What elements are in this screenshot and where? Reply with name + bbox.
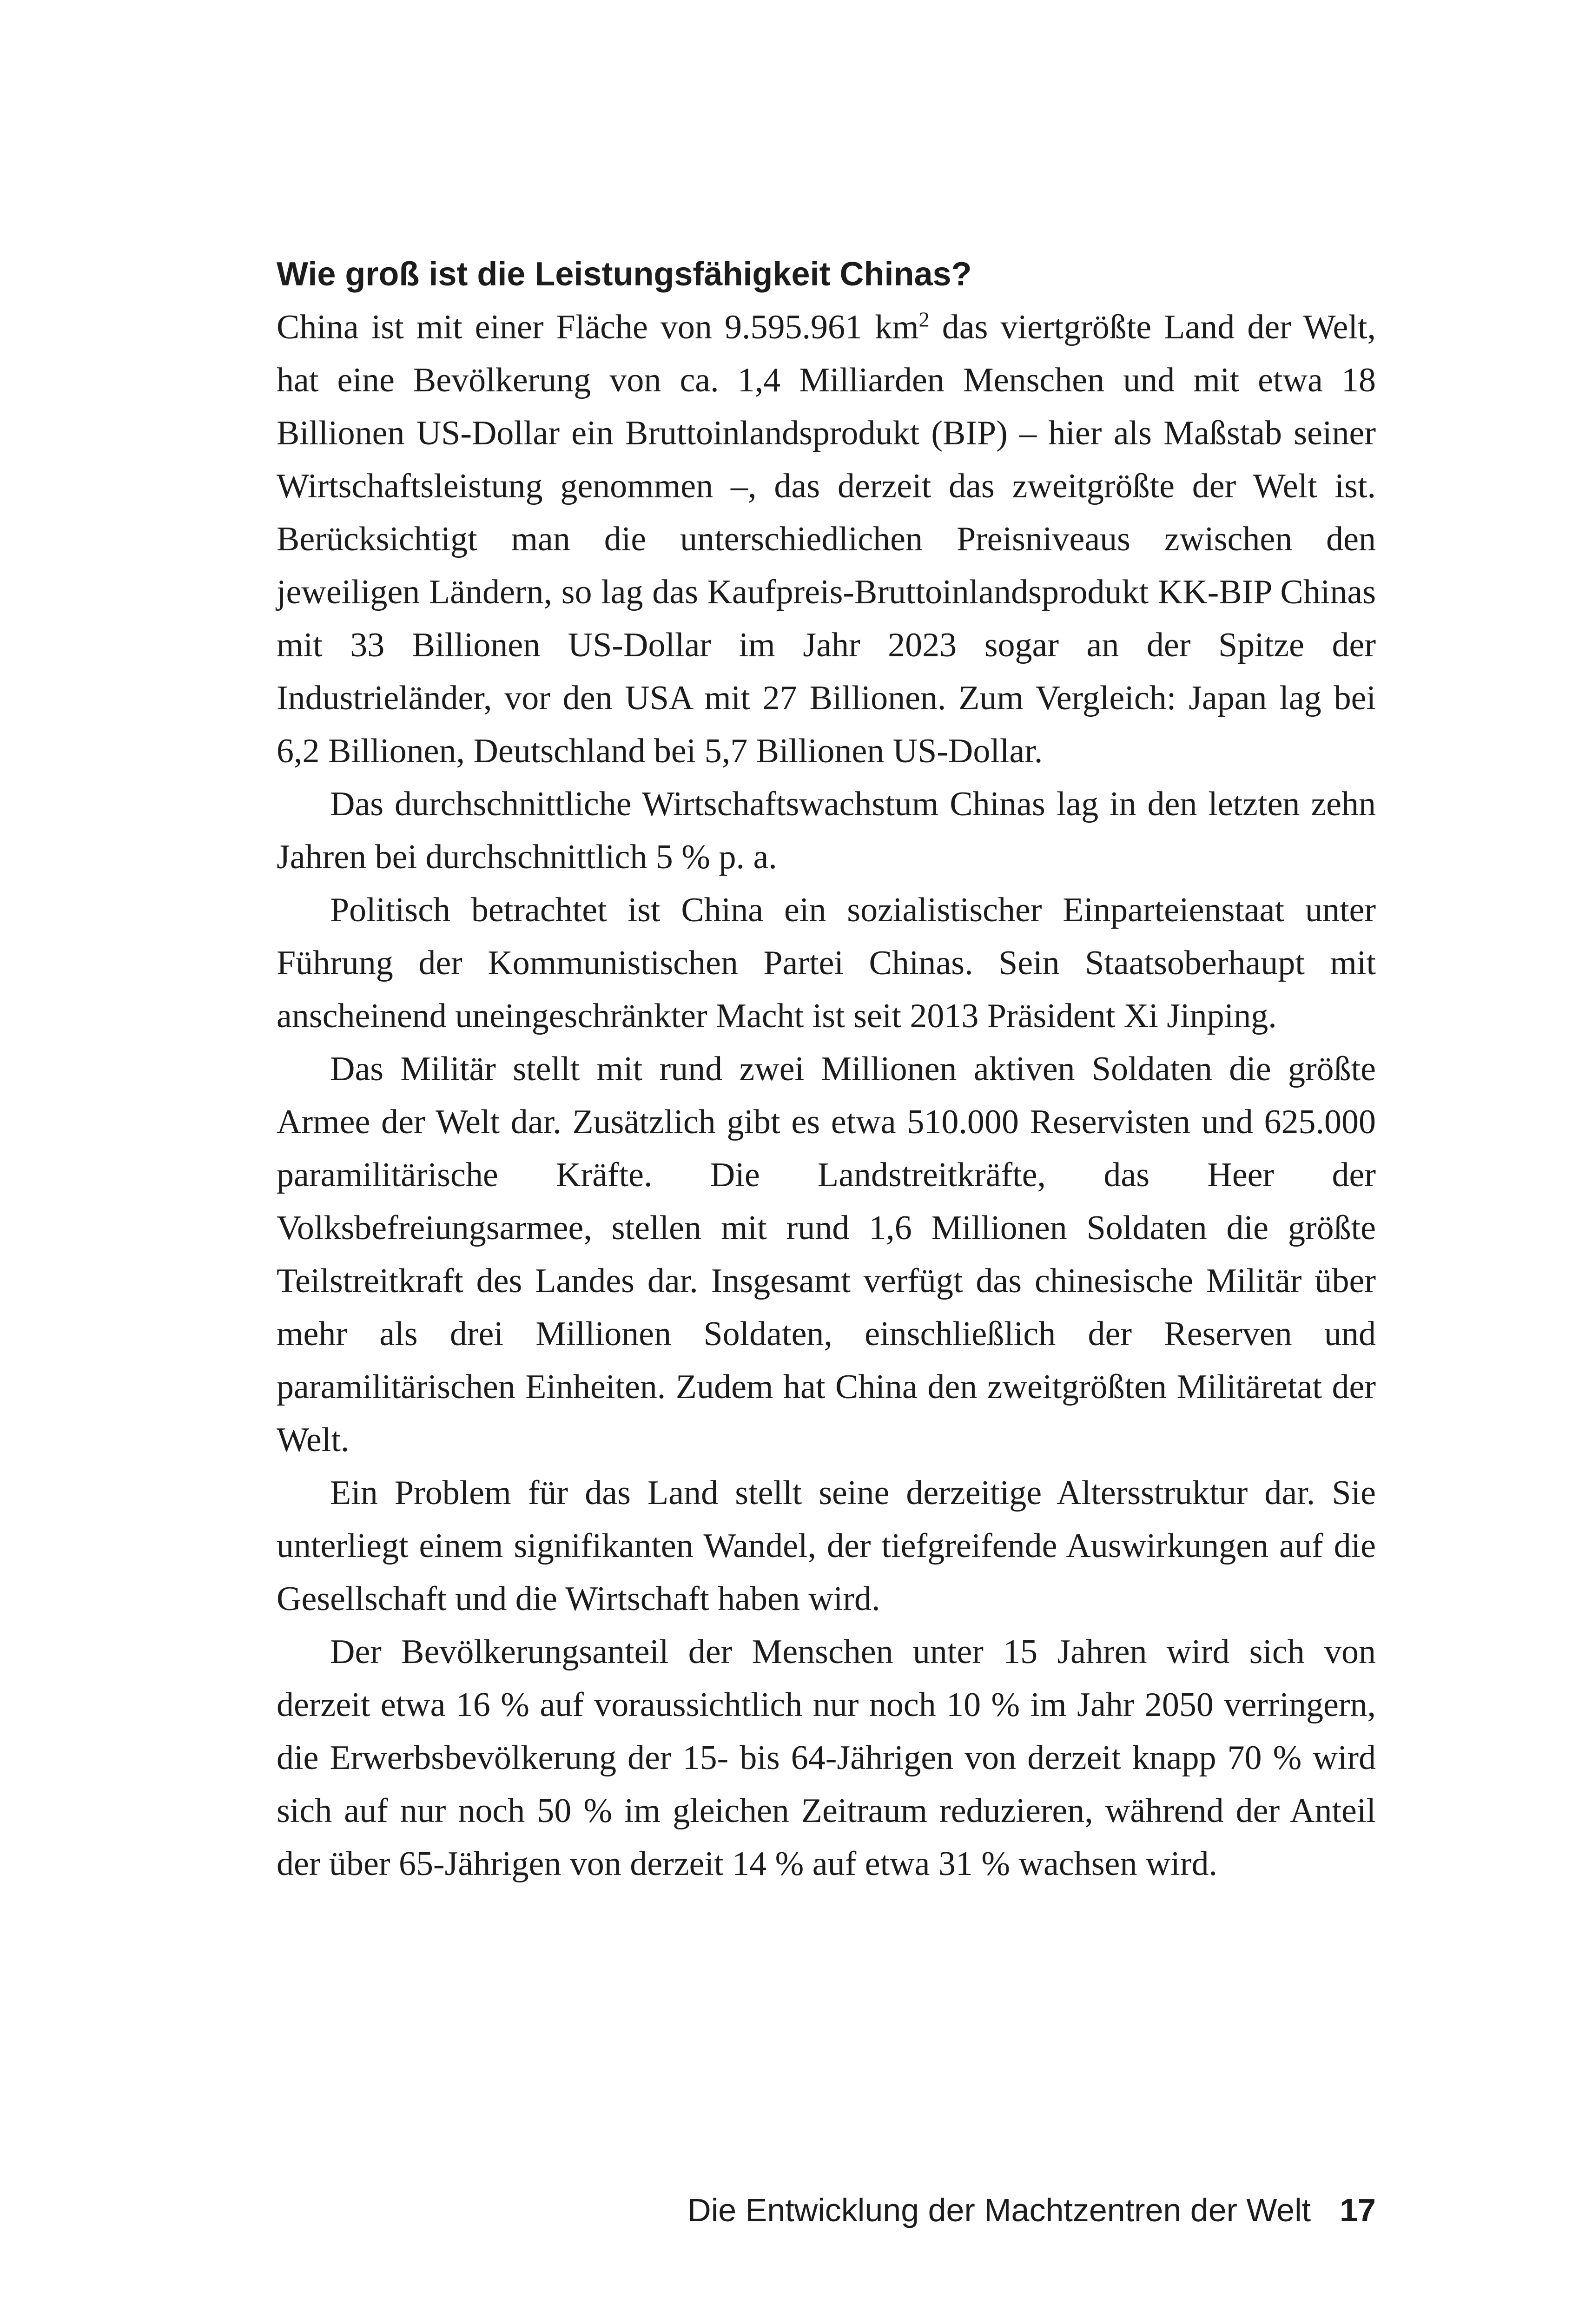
paragraph-2: Das durchschnittliche Wirtschaftswachstum Chinas lag in den letzten zehn Jahren bei durchschnittlich 5 % p. a.	[277, 785, 1376, 876]
paragraph-1-text-end: das viertgrößte Land der Welt, hat eine Bevölkerung von ca. 1,4 Milliarden Menschen und mit etwa 18 Billionen US-Dollar ein Bruttoinlandsprodukt (BIP) – hier als Maßstab seiner Wirtschaftsleistung genommen –, das derzeit das zweitgrößte der Welt ist. Berücksichtigt man die unterschiedlichen Preisniveaus zwischen den jeweiligen Ländern, so lag das Kaufpreis-Bruttoinlandsprodukt KK-BIP Chinas mit 33 Billionen US-Dollar im Jahr 2023 sogar an der Spitze der Industrieländer, vor den USA mit 27 Billionen. Zum Vergleich: Japan lag bei 6,2 Billionen, Deutschland bei 5,7 Billionen US-Dollar.	[277, 308, 1376, 770]
paragraph-5: Ein Problem für das Land stellt seine derzeitige Altersstruktur dar. Sie unterliegt einem signifikanten Wandel, der tiefgreifende Auswirkungen auf die Gesellschaft und die Wirtschaft haben wird.	[277, 1474, 1376, 1618]
page-number: 17	[1340, 2192, 1376, 2228]
paragraph-1	[277, 301, 1376, 778]
body-text	[277, 248, 1376, 1890]
paragraph-1-text-start: China ist mit einer Fläche von 9.595.961 km	[277, 308, 919, 346]
paragraph-3: Politisch betrachtet ist China ein sozialistischer Einparteienstaat unter Führung der Kommunistischen Partei Chinas. Sein Staatsoberhaupt mit anscheinend uneingeschränkter Macht ist seit 2013 Präsident Xi Jinping.	[277, 891, 1376, 1035]
paragraph-4: Das Militär stellt mit rund zwei Millionen aktiven Soldaten die größte Armee der Welt dar. Zusätzlich gibt es etwa 510.000 Reservisten und 625.000 paramilitärische Kräfte. Die Landstreitkräfte, das Heer der Volksbefreiungsarmee, stellen mit rund 1,6 Millionen Soldaten die größte Teilstreitkraft des Landes dar. Insgesamt verfügt das chinesische Militär über mehr als drei Millionen Soldaten, einschließlich der Reserven und paramilitärischen Einheiten. Zudem hat China den zweitgrößten Militäretat der Welt.	[277, 1050, 1376, 1459]
superscript-2: 2	[918, 307, 930, 331]
page-footer	[558, 2189, 1376, 2231]
section-heading: Wie groß ist die Leistungsfähigkeit Chinas?	[277, 256, 972, 293]
running-footer-title: Die Entwicklung der Machtzentren der Welt	[687, 2192, 1311, 2228]
paragraph-6: Der Bevölkerungsanteil der Menschen unter 15 Jahren wird sich von derzeit etwa 16 % auf voraussichtlich nur noch 10 % im Jahr 2050 verringern, die Erwerbsbevölkerung der 15- bis 64-Jährigen von derzeit knapp 70 % wird sich auf nur noch 50 % im gleichen Zeitraum reduzieren, während der Anteil der über 65-Jährigen von derzeit 14 % auf etwa 31 % wachsen wird.	[277, 1633, 1376, 1883]
